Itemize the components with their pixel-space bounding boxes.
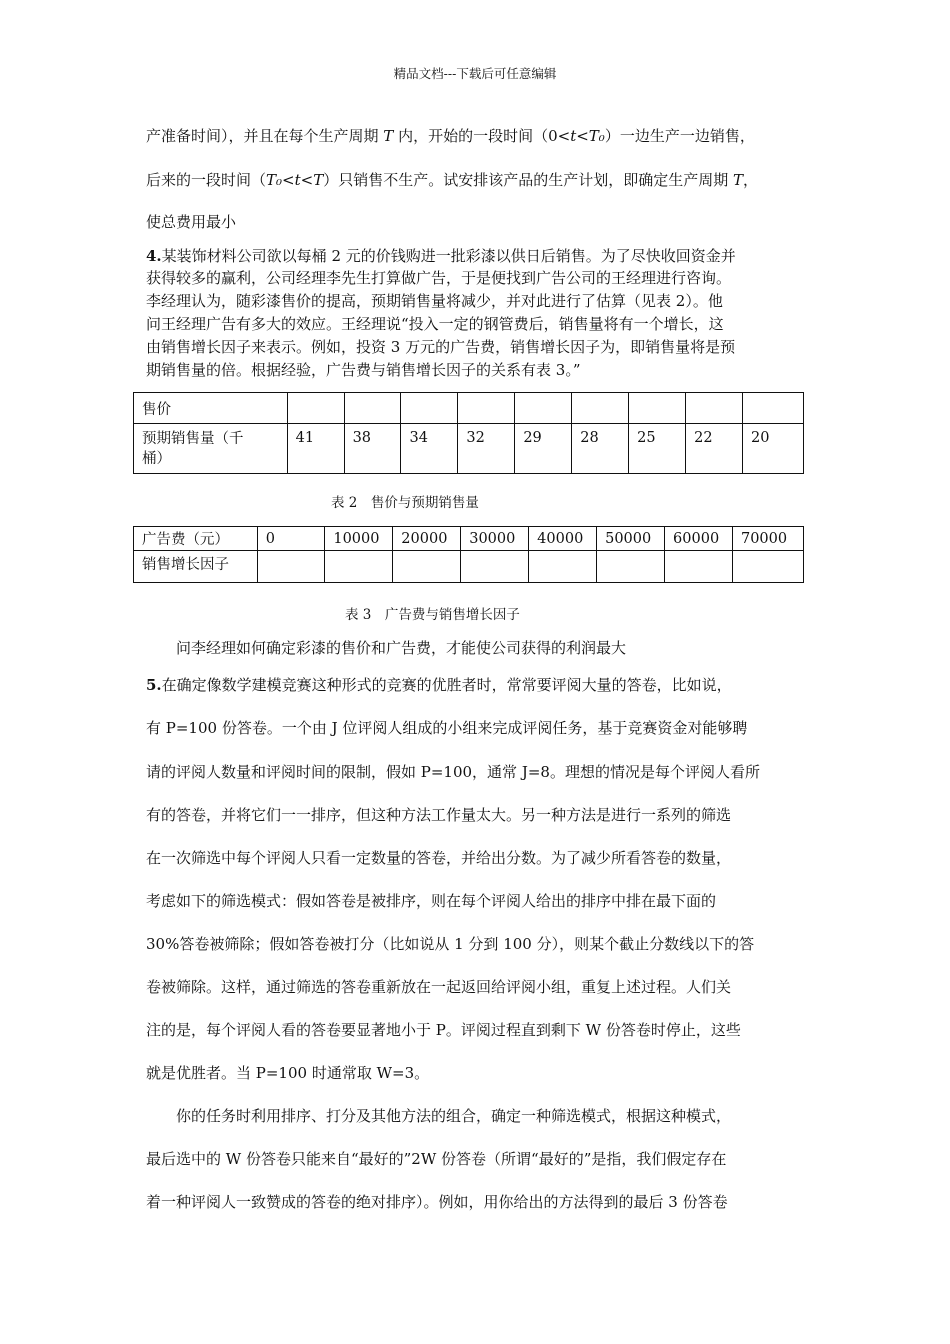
q5-line-7: 30%答卷被筛除；假如答卷被打分（比如说从 1 分到 100 分），则某个截止分数线以下的答 bbox=[146, 935, 755, 953]
table-cell: 售价 bbox=[134, 393, 288, 424]
intro-line-2: 后来的一段时间（T₀<t<T）只销售不生产。试安排该产品的生产计划，即确定生产周期 T， bbox=[146, 171, 759, 189]
q5-line-4: 有的答卷，并将它们一一排序，但这种方法工作量太大。另一种方法是进行一系列的筛选 bbox=[146, 806, 732, 824]
intro-line-3: 使总费用最小 bbox=[146, 213, 237, 231]
q5-p2-line-2: 最后选中的 W 份答卷只能来自“最好的”2W 份答卷（所谓“最好的”是指，我们假定存在 bbox=[146, 1150, 727, 1168]
q4-number: 4. bbox=[146, 247, 162, 265]
table-cell bbox=[686, 393, 743, 424]
table-cell bbox=[393, 551, 461, 583]
table-cell: 广告费（元） bbox=[134, 527, 258, 551]
table-2-caption: 表 2 售价与预期销售量 bbox=[331, 495, 479, 511]
table-cell bbox=[401, 393, 458, 424]
table-cell bbox=[458, 393, 515, 424]
table-cell: 30000 bbox=[461, 527, 529, 551]
table-cell: 60000 bbox=[665, 527, 733, 551]
table-cell bbox=[743, 393, 804, 424]
table-cell bbox=[461, 551, 529, 583]
q4-question: 问李经理如何确定彩漆的售价和广告费，才能使公司获得的利润最大 bbox=[176, 639, 627, 657]
table-cell bbox=[665, 551, 733, 583]
table-cell: 50000 bbox=[597, 527, 665, 551]
table-cell: 38 bbox=[344, 424, 401, 474]
table-cell bbox=[597, 551, 665, 583]
table-cell: 25 bbox=[629, 424, 686, 474]
table-cell: 70000 bbox=[732, 527, 803, 551]
table-2 bbox=[133, 392, 804, 474]
page-header: 精品文档---下载后可任意编辑 bbox=[393, 66, 557, 81]
table-cell bbox=[529, 551, 597, 583]
table-cell: 预期销售量（千 桶） bbox=[134, 424, 288, 474]
table-3-row-growth-factor bbox=[134, 551, 804, 583]
q5-number: 5. bbox=[146, 676, 162, 694]
q4-line-2: 获得较多的赢利，公司经理李先生打算做广告，于是便找到广告公司的王经理进行咨询。 bbox=[146, 269, 732, 287]
table-cell: 32 bbox=[458, 424, 515, 474]
table-cell bbox=[325, 551, 393, 583]
table-cell bbox=[732, 551, 803, 583]
intro-line-1: 产准备时间），并且在每个生产周期 T 内，开始的一段时间（0<t<T₀）一边生产一边销售， bbox=[146, 127, 755, 145]
q4-line-6: 期销售量的倍。根据经验，广告费与销售增长因子的关系有表 3。” bbox=[146, 361, 581, 379]
table-cell: 29 bbox=[515, 424, 572, 474]
table-cell bbox=[344, 393, 401, 424]
table-cell bbox=[515, 393, 572, 424]
q5-line-10: 就是优胜者。当 P=100 时通常取 W=3。 bbox=[146, 1064, 430, 1082]
q5-line-3: 请的评阅人数量和评阅时间的限制，假如 P=100，通常 J=8。理想的情况是每个评阅人看所 bbox=[146, 763, 760, 781]
table-3-caption: 表 3 广告费与销售增长因子 bbox=[345, 607, 520, 623]
table-cell: 41 bbox=[287, 424, 344, 474]
q5-line-8: 卷被筛除。这样，通过筛选的答卷重新放在一起返回给评阅小组，重复上述过程。人们关 bbox=[146, 978, 732, 996]
table-cell: 销售增长因子 bbox=[134, 551, 258, 583]
q5-p2-line-3: 着一种评阅人一致赞成的答卷的绝对排序）。例如，用你给出的方法得到的最后 3 份答卷 bbox=[146, 1193, 728, 1211]
table-cell: 22 bbox=[686, 424, 743, 474]
q4-line-5: 由销售增长因子来表示。例如，投资 3 万元的广告费，销售增长因子为，即销售量将是预 bbox=[146, 338, 736, 356]
table-cell bbox=[572, 393, 629, 424]
table-cell: 20000 bbox=[393, 527, 461, 551]
table-2-row-volume bbox=[134, 424, 804, 474]
q5-line-2: 有 P=100 份答卷。一个由 J 位评阅人组成的小组来完成评阅任务，基于竞赛资金对能够聘 bbox=[146, 719, 748, 737]
q5-line-9: 注的是，每个评阅人看的答卷要显著地小于 P。评阅过程直到剩下 W 份答卷时停止，这些 bbox=[146, 1021, 741, 1039]
q4-line-3: 李经理认为，随彩漆售价的提高，预期销售量将减少，并对此进行了估算（见表 2）。他 bbox=[146, 292, 723, 310]
q5-line-5: 在一次筛选中每个评阅人只看一定数量的答卷，并给出分数。为了减少所看答卷的数量， bbox=[146, 849, 732, 867]
q5-line-1: 5.在确定像数学建模竞赛这种形式的竞赛的优胜者时，常常要评阅大量的答卷，比如说， bbox=[146, 676, 732, 694]
table-cell bbox=[629, 393, 686, 424]
q5-p2-line-1: 你的任务时利用排序、打分及其他方法的组合，确定一种筛选模式，根据这种模式， bbox=[176, 1107, 732, 1125]
table-cell: 40000 bbox=[529, 527, 597, 551]
table-3 bbox=[133, 526, 804, 583]
table-cell bbox=[257, 551, 325, 583]
q4-line-1: 4.某装饰材料公司欲以每桶 2 元的价钱购进一批彩漆以供日后销售。为了尽快收回资金并 bbox=[146, 247, 736, 265]
table-cell bbox=[287, 393, 344, 424]
table-cell: 28 bbox=[572, 424, 629, 474]
table-3-row-ad-cost bbox=[134, 527, 804, 551]
table-2-row-price bbox=[134, 393, 804, 424]
q5-line-6: 考虑如下的筛选模式：假如答卷是被排序，则在每个评阅人给出的排序中排在最下面的 bbox=[146, 892, 717, 910]
table-cell: 0 bbox=[257, 527, 325, 551]
table-cell: 34 bbox=[401, 424, 458, 474]
table-cell: 10000 bbox=[325, 527, 393, 551]
q4-line-4: 问王经理广告有多大的效应。王经理说“投入一定的钢管费后，销售量将有一个增长，这 bbox=[146, 315, 724, 333]
table-cell: 20 bbox=[743, 424, 804, 474]
